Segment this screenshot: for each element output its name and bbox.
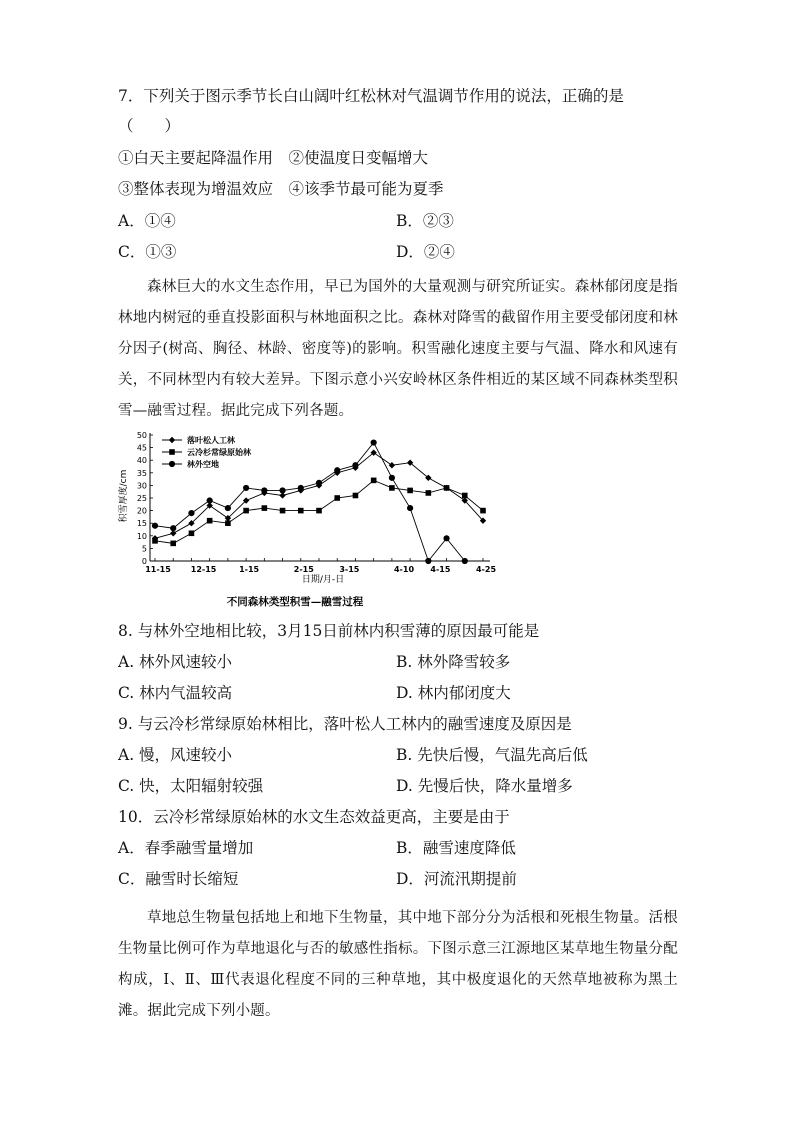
q7-answer-paren: （ ） [118, 117, 181, 135]
data-point-2 [298, 485, 304, 491]
data-point-1 [334, 495, 340, 501]
legend-label: 林外空地 [187, 460, 219, 469]
q10-option-a: A．春季融雪量增加 [118, 839, 254, 857]
legend-marker [169, 449, 175, 455]
y-tick-label: 45 [136, 443, 147, 453]
data-point-1 [152, 538, 158, 544]
x-tick-label: 11-15 [145, 565, 171, 574]
y-axis-label: 积雪厚度/cm [119, 469, 129, 523]
data-point-1 [243, 508, 249, 514]
data-point-2 [316, 480, 322, 486]
y-tick-label: 30 [136, 481, 147, 491]
y-tick-label: 0 [141, 557, 147, 566]
x-tick-label: 2-15 [293, 565, 314, 574]
data-point-1 [262, 505, 268, 511]
q7-statements-2: ③整体表现为增温效应 ④该季节最可能为夏季 [118, 180, 444, 198]
data-point-2 [443, 535, 449, 541]
snow-depth-chart [118, 426, 508, 611]
data-point-2 [352, 462, 358, 468]
data-point-2 [261, 487, 267, 493]
q10-option-d: D．河流汛期提前 [396, 870, 517, 888]
data-point-1 [170, 541, 176, 547]
y-tick-label: 15 [136, 519, 147, 529]
legend-label: 云冷杉常绿原始林 [187, 448, 251, 457]
legend-marker [169, 461, 175, 467]
x-tick-label: 1-15 [239, 565, 260, 574]
data-point-0 [389, 462, 395, 468]
y-tick-label: 5 [141, 544, 147, 554]
data-point-1 [426, 490, 432, 496]
q7-statements-1: ①白天主要起降温作用 ②使温度日变幅增大 [118, 149, 429, 167]
q9-stem: 9. 与云冷杉常绿原始林相比，落叶松人工林内的融雪速度及原因是 [118, 715, 572, 733]
data-point-2 [389, 475, 395, 481]
q10-option-c: C．融雪时长缩短 [118, 870, 239, 888]
data-point-2 [243, 485, 249, 491]
y-tick-label: 25 [136, 494, 147, 503]
q7-option-a: A．①④ [118, 212, 176, 230]
y-tick-label: 50 [136, 431, 147, 440]
x-axis-label: 日期/月-日 [301, 575, 345, 585]
q9-option-c: C. 快，太阳辐射较强 [118, 777, 264, 795]
data-point-2 [462, 558, 468, 564]
data-point-2 [207, 497, 213, 503]
x-tick-label: 4-10 [393, 565, 415, 574]
data-point-1 [407, 488, 413, 494]
y-tick-label: 20 [136, 506, 147, 516]
y-tick-label: 40 [136, 456, 147, 466]
q8-option-c: C. 林内气温较高 [118, 684, 233, 702]
data-point-2 [334, 467, 340, 473]
passage-grassland-biomass: 草地总生物量包括地上和地下生物量，其中地下部分分为活根和死根生物量。活根生物量比例可作为草地退化与否的敏感性指标。下图示意三江源地区某草地生物量分配构成，Ⅰ、Ⅱ、Ⅲ代表退化程度不同的三种草地，其中极度退化的天然草地被称为黑土滩。据此完成下列小题。 [118, 910, 678, 1019]
x-tick-label: 4-25 [475, 565, 497, 574]
data-point-1 [462, 493, 468, 499]
data-point-2 [279, 487, 285, 493]
data-point-2 [225, 505, 231, 511]
data-point-1 [280, 508, 286, 514]
legend-label: 落叶松人工林 [187, 436, 235, 445]
q8-option-d: D. 林内郁闭度大 [396, 684, 511, 702]
x-tick-label: 4-15 [430, 565, 451, 574]
data-point-1 [225, 520, 231, 526]
data-point-2 [425, 558, 431, 564]
data-point-2 [407, 505, 413, 511]
data-point-1 [298, 508, 304, 514]
data-point-2 [371, 439, 377, 445]
q7-option-b: B．②③ [396, 212, 454, 230]
y-tick-label: 35 [136, 468, 147, 478]
q10-option-b: B．融雪速度降低 [396, 839, 516, 857]
chart-title: 不同森林类型积雪—融雪过程 [226, 596, 364, 608]
data-point-1 [189, 530, 195, 536]
data-point-1 [207, 518, 213, 524]
data-point-1 [444, 485, 450, 491]
data-point-2 [170, 525, 176, 531]
data-point-2 [188, 510, 194, 516]
q8-stem: 8. 与林外空地相比较，3月15日前林内积雪薄的原因最可能是 [118, 622, 540, 640]
data-point-1 [389, 485, 395, 491]
q7-option-d: D．②④ [396, 243, 455, 261]
q9-option-a: A. 慢，风速较小 [118, 746, 233, 764]
q7-stem: 7．下列关于图示季节长白山阔叶红松林对气温调节作用的说法，正确的是 [118, 87, 624, 105]
data-point-1 [316, 508, 322, 514]
y-tick-label: 10 [136, 531, 147, 541]
q8-option-b: B. 林外降雪较多 [396, 653, 511, 671]
q9-option-b: B. 先快后慢，气温先高后低 [396, 746, 588, 764]
data-point-1 [371, 478, 377, 484]
data-point-1 [480, 508, 486, 514]
data-point-1 [353, 493, 359, 499]
q8-option-a: A. 林外风速较小 [118, 653, 233, 671]
q7-option-c: C．①③ [118, 243, 177, 261]
legend-marker [169, 437, 175, 443]
x-tick-label: 3-15 [339, 565, 360, 574]
passage-forest-snow: 森林巨大的水文生态作用，早已为国外的大量观测与研究所证实。森林郁闭度是指林地内树冠的垂直投影面积与林地面积之比。森林对降雪的截留作用主要受郁闭度和林分因子(树高、胸径、林龄、密度等)的影响。积雪融化速度主要与气温、降水和风速有关，不同林型内有较大差异。下图示意小兴安岭林区条件相近的某区域不同森林类型积雪—融雪过程。据此完成下列各题。 [118, 279, 678, 419]
x-tick-label: 12-15 [190, 565, 217, 574]
data-point-2 [152, 523, 158, 529]
q10-stem: 10．云冷杉常绿原始林的水文生态效益更高，主要是由于 [118, 808, 510, 826]
q9-option-d: D. 先慢后快，降水量增多 [396, 777, 573, 795]
